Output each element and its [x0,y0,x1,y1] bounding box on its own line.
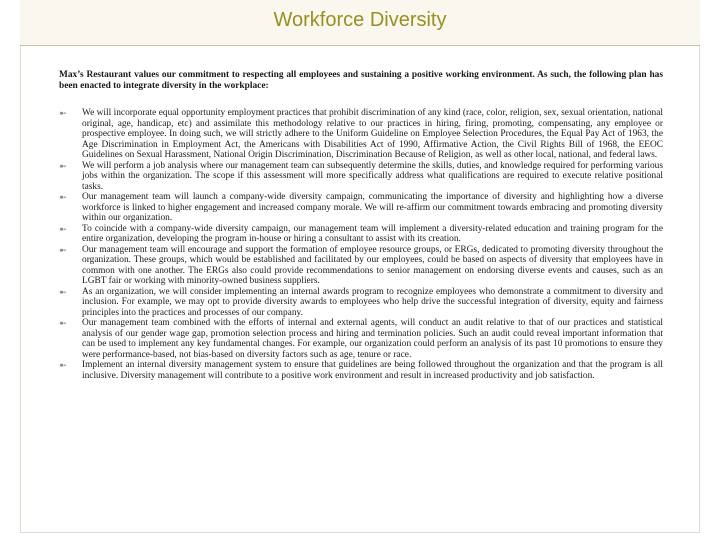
title-bar [20,0,700,45]
arrow-bullet-icon: ➼ [59,361,67,371]
arrow-bullet-icon: ➼ [59,193,67,203]
list-item [59,192,663,224]
list-item-text: We will perform a job analysis where our management team can subsequently determine the skills, duties, and knowledge required for performing various jobs within the organization. The scope if this assessment will more specifically address what qualifications are required to execute relative positional tasks. [82,160,663,192]
list-item [59,108,663,161]
list-item-text: Our management team combined with the efforts of internal and external agents, will conduct an audit relative to that of our practices and statistical analysis of our gender wage gap, promotion selection process and hiring and termination policies. Such an audit could reveal important information that can be used to implement any key fundamental changes. For example, our organization could perform an analysis of its past 10 promotions to ensure they were performance-based, not bias-based on diversity factors such as age, tenure or race. [82,318,663,360]
list-item [59,224,663,245]
intro-paragraph: Max’s Restaurant values our commitment to respecting all employees and sustaining a positive working environment. As such, the following plan has been enacted to integrate diversity in the workplace: [59,70,663,91]
arrow-bullet-icon: ➼ [59,319,67,329]
list-item-text: We will incorporate equal opportunity employment practices that prohibit discrimination of any kind (race, color, religion, sex, sexual orientation, national original, age, handicap, etc) and assimilate this methodology relative to our practices in hiring, firing, promoting, compensating, any employee or prospective employee. In doing such, we will strictly adhere to the Uniform Guideline on Employee Selection Procedures, the Equal Pay Act of 1963, the Age Discrimination in Employment Act, the Americans with Disabilities Act of 1990, Affirmative Action, the Civil Rights Bill of 1968, the EEOC Guidelines on Sexual Harassment, National Origin Discrimination, Discrimination Because of Religion, as well as other local, national, and federal laws. [82,108,663,160]
list-item [59,245,663,287]
arrow-bullet-icon: ➼ [59,287,67,298]
page-title: Workforce Diversity [273,9,447,31]
arrow-bullet-icon: ➼ [59,224,67,235]
list-item [59,360,663,381]
diversity-plan-list [59,108,663,381]
list-item-text: Implement an internal diversity management system to ensure that guidelines are being followed throughout the organization and that the program is all inclusive. Diversity management will contribute to a positive work environment and result in increased productivity and job satisfaction. [82,360,663,381]
list-item [59,287,663,319]
arrow-bullet-icon: ➼ [59,109,67,119]
arrow-bullet-icon: ➼ [59,245,67,256]
list-item [59,161,663,193]
list-item [59,318,663,360]
list-item-text: As an organization, we will consider implementing an internal awards program to recognize employees who demonstrate a commitment to diversity and inclusion. For example, we may opt to provide diversity awards to employees who help drive the successful integration of diversity, equity and fairness principles into the practices and processes of our company. [82,286,663,318]
list-item-text: Our management team will encourage and support the formation of employee resource groups, or ERGs, dedicated to promoting diversity throughout the organization. These groups, which would be established and facilitated by our employees, could be based on aspects of diversity that employees have in common with one another. The ERGs also could provide recommendations to senior management on endorsing diverse events and causes, such as an LGBT fair or working with minority-owned business suppliers. [82,244,663,286]
list-item-text: Our management team will launch a company-wide diversity campaign, communicating the importance of diversity and highlighting how a diverse workforce is linked to higher engagement and increased company morale. We will re-affirm our commitment towards embracing and promoting diversity within our organization. [82,192,663,223]
list-item-text: To coincide with a company-wide diversity campaign, our management team will implement a diversity-related education and training program for the entire organization, developing the program in-house or hiring a consultant to assist with its creation. [82,223,663,244]
arrow-bullet-icon: ➼ [59,161,67,172]
